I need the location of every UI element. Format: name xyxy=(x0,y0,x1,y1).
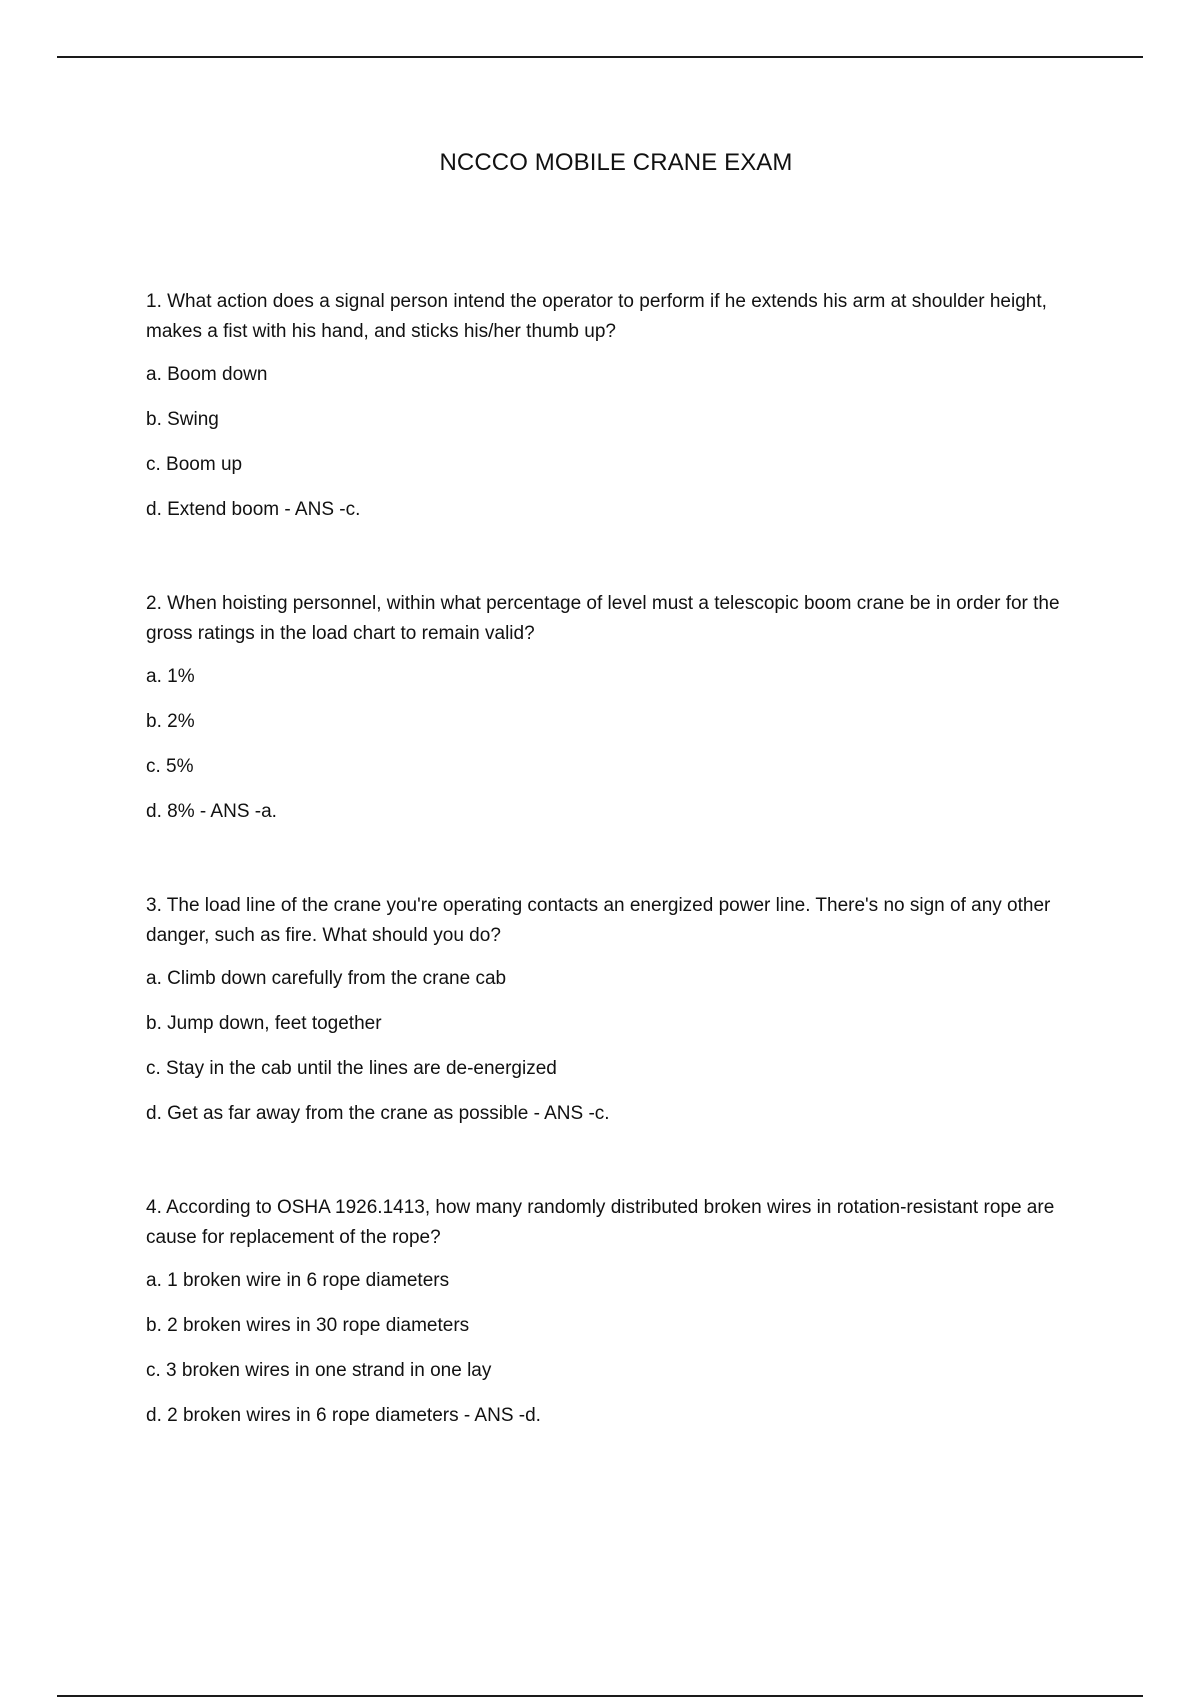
option-label: b. Jump down, feet together xyxy=(146,1013,382,1034)
answer-option xyxy=(146,1357,1096,1402)
answer-option xyxy=(146,1100,1096,1145)
page-title: NCCCO MOBILE CRANE EXAM xyxy=(439,149,793,176)
option-label: a. Boom down xyxy=(146,364,268,385)
answer-option xyxy=(146,708,1096,753)
answer-option xyxy=(146,1402,1096,1447)
question-4 xyxy=(146,1193,1096,1447)
question-text: 2. When hoisting personnel, within what percentage of level must a telescopic boom crane be in order for the gross ratings in the load chart to remain valid? xyxy=(146,593,1060,644)
question-text: 3. The load line of the crane you're operating contacts an energized power line. There's no sign of any other danger, such as fire. What should you do? xyxy=(146,895,1051,946)
answer-option xyxy=(146,965,1096,1010)
option-label: b. Swing xyxy=(146,409,219,430)
answer-option xyxy=(146,798,1096,843)
answer-options xyxy=(146,1267,1096,1447)
answer-option xyxy=(146,1010,1096,1055)
question-text: 4. According to OSHA 1926.1413, how many randomly distributed broken wires in rotation-resistant rope are cause for replacement of the rope? xyxy=(146,1197,1055,1248)
answer-option xyxy=(146,361,1096,406)
option-label: a. 1 broken wire in 6 rope diameters xyxy=(146,1270,450,1291)
answer-option xyxy=(146,406,1096,451)
answer-options xyxy=(146,361,1096,541)
footer-rule xyxy=(57,1695,1143,1697)
question-2 xyxy=(146,589,1096,843)
option-label: a. 1% xyxy=(146,666,195,687)
option-label: c. 3 broken wires in one strand in one lay xyxy=(146,1360,492,1381)
answer-option xyxy=(146,1055,1096,1100)
answer-options xyxy=(146,965,1096,1145)
option-label: a. Climb down carefully from the crane cab xyxy=(146,968,507,989)
header-rule xyxy=(57,56,1143,58)
answer-options xyxy=(146,663,1096,843)
answer-option xyxy=(146,1312,1096,1357)
option-label: b. 2% xyxy=(146,711,195,732)
question-text: 1. What action does a signal person intend the operator to perform if he extends his arm at shoulder height, makes a fist with his hand, and sticks his/her thumb up? xyxy=(146,291,1047,342)
question-3 xyxy=(146,891,1096,1145)
option-label: c. 5% xyxy=(146,756,194,777)
answer-option xyxy=(146,753,1096,798)
option-label: d. 8% - ANS -a. xyxy=(146,801,277,822)
option-label: d. 2 broken wires in 6 rope diameters - ANS -d. xyxy=(146,1405,541,1426)
answer-option xyxy=(146,1267,1096,1312)
answer-option xyxy=(146,496,1096,541)
option-label: b. 2 broken wires in 30 rope diameters xyxy=(146,1315,470,1336)
answer-option xyxy=(146,663,1096,708)
option-label: c. Boom up xyxy=(146,454,243,475)
option-label: c. Stay in the cab until the lines are de-energized xyxy=(146,1058,557,1079)
option-label: d. Extend boom - ANS -c. xyxy=(146,499,361,520)
question-1 xyxy=(146,287,1096,541)
answer-option xyxy=(146,451,1096,496)
option-label: d. Get as far away from the crane as possible - ANS -c. xyxy=(146,1103,610,1124)
